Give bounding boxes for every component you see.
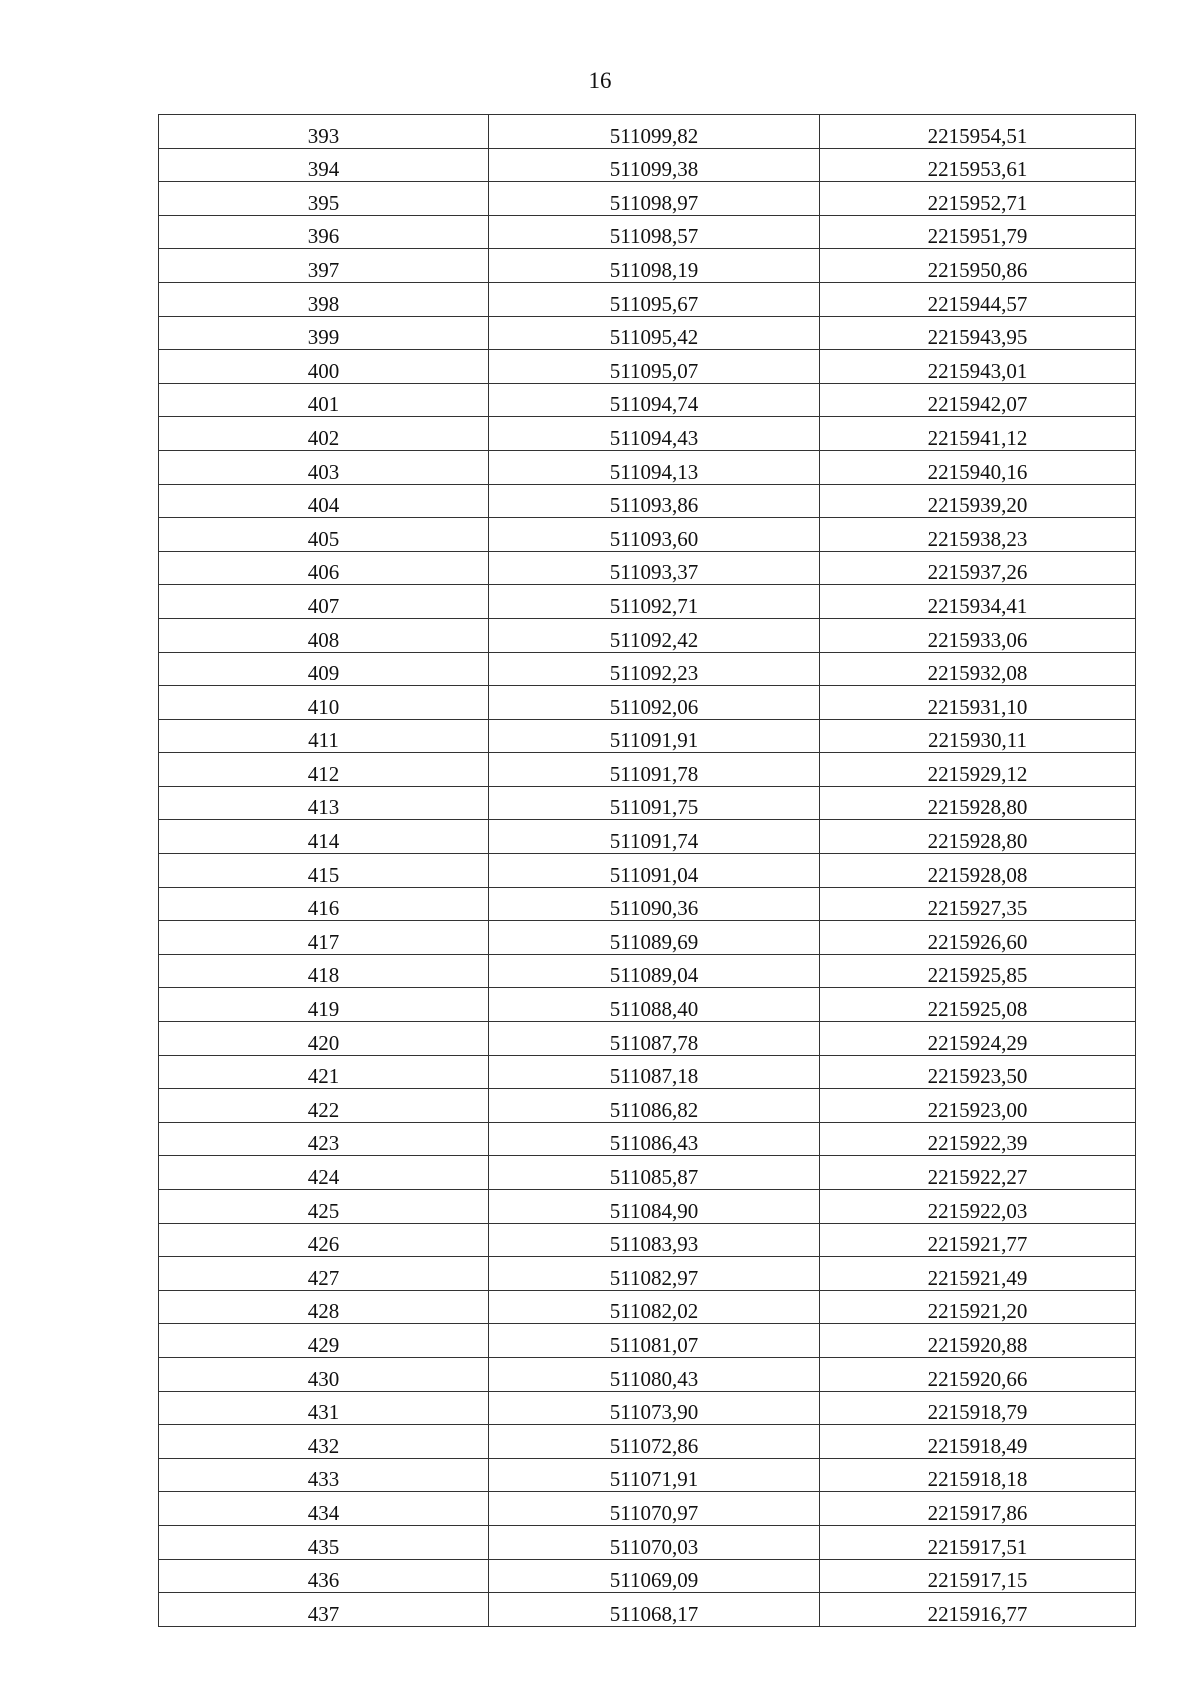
point-number-cell: 426 bbox=[159, 1223, 489, 1257]
point-number-cell: 407 bbox=[159, 585, 489, 619]
x-coordinate-cell: 511070,97 bbox=[489, 1492, 820, 1526]
table-row bbox=[159, 1458, 1136, 1492]
x-coordinate-cell: 511081,07 bbox=[489, 1324, 820, 1358]
point-number-cell: 434 bbox=[159, 1492, 489, 1526]
point-number-cell: 400 bbox=[159, 350, 489, 384]
y-coordinate-cell: 2215925,85 bbox=[820, 954, 1136, 988]
point-number-cell: 412 bbox=[159, 753, 489, 787]
y-coordinate-cell: 2215938,23 bbox=[820, 518, 1136, 552]
point-number-cell: 435 bbox=[159, 1525, 489, 1559]
x-coordinate-cell: 511069,09 bbox=[489, 1559, 820, 1593]
x-coordinate-cell: 511099,82 bbox=[489, 115, 820, 149]
y-coordinate-cell: 2215917,51 bbox=[820, 1525, 1136, 1559]
point-number-cell: 393 bbox=[159, 115, 489, 149]
x-coordinate-cell: 511091,78 bbox=[489, 753, 820, 787]
table-row bbox=[159, 1156, 1136, 1190]
y-coordinate-cell: 2215934,41 bbox=[820, 585, 1136, 619]
table-row bbox=[159, 350, 1136, 384]
point-number-cell: 437 bbox=[159, 1593, 489, 1627]
point-number-cell: 406 bbox=[159, 551, 489, 585]
table-row bbox=[159, 450, 1136, 484]
x-coordinate-cell: 511089,04 bbox=[489, 954, 820, 988]
table-row bbox=[159, 551, 1136, 585]
x-coordinate-cell: 511098,97 bbox=[489, 182, 820, 216]
point-number-cell: 421 bbox=[159, 1055, 489, 1089]
table-row bbox=[159, 753, 1136, 787]
x-coordinate-cell: 511072,86 bbox=[489, 1425, 820, 1459]
y-coordinate-cell: 2215921,49 bbox=[820, 1257, 1136, 1291]
y-coordinate-cell: 2215917,86 bbox=[820, 1492, 1136, 1526]
y-coordinate-cell: 2215930,11 bbox=[820, 719, 1136, 753]
table-row bbox=[159, 1559, 1136, 1593]
point-number-cell: 411 bbox=[159, 719, 489, 753]
y-coordinate-cell: 2215952,71 bbox=[820, 182, 1136, 216]
point-number-cell: 409 bbox=[159, 652, 489, 686]
table-row bbox=[159, 988, 1136, 1022]
x-coordinate-cell: 511071,91 bbox=[489, 1458, 820, 1492]
y-coordinate-cell: 2215931,10 bbox=[820, 686, 1136, 720]
y-coordinate-cell: 2215943,95 bbox=[820, 316, 1136, 350]
x-coordinate-cell: 511086,82 bbox=[489, 1089, 820, 1123]
point-number-cell: 419 bbox=[159, 988, 489, 1022]
y-coordinate-cell: 2215916,77 bbox=[820, 1593, 1136, 1627]
x-coordinate-cell: 511094,13 bbox=[489, 450, 820, 484]
x-coordinate-cell: 511099,38 bbox=[489, 148, 820, 182]
x-coordinate-cell: 511070,03 bbox=[489, 1525, 820, 1559]
point-number-cell: 429 bbox=[159, 1324, 489, 1358]
table-row bbox=[159, 1190, 1136, 1224]
y-coordinate-cell: 2215924,29 bbox=[820, 1022, 1136, 1056]
x-coordinate-cell: 511085,87 bbox=[489, 1156, 820, 1190]
table-row bbox=[159, 249, 1136, 283]
page-number: 16 bbox=[588, 68, 612, 93]
y-coordinate-cell: 2215953,61 bbox=[820, 148, 1136, 182]
table-row bbox=[159, 1290, 1136, 1324]
x-coordinate-cell: 511090,36 bbox=[489, 887, 820, 921]
table-row bbox=[159, 1223, 1136, 1257]
x-coordinate-cell: 511092,71 bbox=[489, 585, 820, 619]
point-number-cell: 415 bbox=[159, 854, 489, 888]
point-number-cell: 395 bbox=[159, 182, 489, 216]
y-coordinate-cell: 2215950,86 bbox=[820, 249, 1136, 283]
x-coordinate-cell: 511088,40 bbox=[489, 988, 820, 1022]
y-coordinate-cell: 2215941,12 bbox=[820, 417, 1136, 451]
point-number-cell: 422 bbox=[159, 1089, 489, 1123]
point-number-cell: 399 bbox=[159, 316, 489, 350]
table-row bbox=[159, 1257, 1136, 1291]
x-coordinate-cell: 511098,57 bbox=[489, 215, 820, 249]
table-row bbox=[159, 1492, 1136, 1526]
table-row bbox=[159, 854, 1136, 888]
y-coordinate-cell: 2215920,88 bbox=[820, 1324, 1136, 1358]
y-coordinate-cell: 2215928,08 bbox=[820, 854, 1136, 888]
x-coordinate-cell: 511089,69 bbox=[489, 921, 820, 955]
y-coordinate-cell: 2215923,00 bbox=[820, 1089, 1136, 1123]
x-coordinate-cell: 511094,74 bbox=[489, 383, 820, 417]
y-coordinate-cell: 2215939,20 bbox=[820, 484, 1136, 518]
x-coordinate-cell: 511092,06 bbox=[489, 686, 820, 720]
table-row bbox=[159, 1122, 1136, 1156]
x-coordinate-cell: 511095,07 bbox=[489, 350, 820, 384]
x-coordinate-cell: 511094,43 bbox=[489, 417, 820, 451]
x-coordinate-cell: 511083,93 bbox=[489, 1223, 820, 1257]
point-number-cell: 418 bbox=[159, 954, 489, 988]
y-coordinate-cell: 2215918,18 bbox=[820, 1458, 1136, 1492]
point-number-cell: 431 bbox=[159, 1391, 489, 1425]
table-row bbox=[159, 719, 1136, 753]
point-number-cell: 423 bbox=[159, 1122, 489, 1156]
y-coordinate-cell: 2215944,57 bbox=[820, 282, 1136, 316]
point-number-cell: 398 bbox=[159, 282, 489, 316]
table-row bbox=[159, 182, 1136, 216]
y-coordinate-cell: 2215918,49 bbox=[820, 1425, 1136, 1459]
y-coordinate-cell: 2215921,77 bbox=[820, 1223, 1136, 1257]
x-coordinate-cell: 511082,97 bbox=[489, 1257, 820, 1291]
y-coordinate-cell: 2215922,27 bbox=[820, 1156, 1136, 1190]
point-number-cell: 433 bbox=[159, 1458, 489, 1492]
x-coordinate-cell: 511084,90 bbox=[489, 1190, 820, 1224]
y-coordinate-cell: 2215933,06 bbox=[820, 618, 1136, 652]
point-number-cell: 408 bbox=[159, 618, 489, 652]
x-coordinate-cell: 511091,04 bbox=[489, 854, 820, 888]
table-row bbox=[159, 618, 1136, 652]
point-number-cell: 413 bbox=[159, 786, 489, 820]
y-coordinate-cell: 2215954,51 bbox=[820, 115, 1136, 149]
x-coordinate-cell: 511091,74 bbox=[489, 820, 820, 854]
y-coordinate-cell: 2215932,08 bbox=[820, 652, 1136, 686]
x-coordinate-cell: 511091,75 bbox=[489, 786, 820, 820]
table-row bbox=[159, 282, 1136, 316]
y-coordinate-cell: 2215929,12 bbox=[820, 753, 1136, 787]
x-coordinate-cell: 511098,19 bbox=[489, 249, 820, 283]
y-coordinate-cell: 2215928,80 bbox=[820, 786, 1136, 820]
y-coordinate-cell: 2215937,26 bbox=[820, 551, 1136, 585]
x-coordinate-cell: 511093,86 bbox=[489, 484, 820, 518]
x-coordinate-cell: 511091,91 bbox=[489, 719, 820, 753]
x-coordinate-cell: 511082,02 bbox=[489, 1290, 820, 1324]
coordinates-table bbox=[158, 114, 1136, 1627]
y-coordinate-cell: 2215923,50 bbox=[820, 1055, 1136, 1089]
point-number-cell: 404 bbox=[159, 484, 489, 518]
table-row bbox=[159, 1525, 1136, 1559]
x-coordinate-cell: 511092,23 bbox=[489, 652, 820, 686]
y-coordinate-cell: 2215920,66 bbox=[820, 1357, 1136, 1391]
table-row bbox=[159, 383, 1136, 417]
point-number-cell: 416 bbox=[159, 887, 489, 921]
table-row bbox=[159, 887, 1136, 921]
table-row bbox=[159, 921, 1136, 955]
y-coordinate-cell: 2215918,79 bbox=[820, 1391, 1136, 1425]
table-row bbox=[159, 215, 1136, 249]
y-coordinate-cell: 2215928,80 bbox=[820, 820, 1136, 854]
table-row bbox=[159, 1022, 1136, 1056]
table-row bbox=[159, 1425, 1136, 1459]
y-coordinate-cell: 2215925,08 bbox=[820, 988, 1136, 1022]
point-number-cell: 425 bbox=[159, 1190, 489, 1224]
point-number-cell: 414 bbox=[159, 820, 489, 854]
point-number-cell: 405 bbox=[159, 518, 489, 552]
table-row bbox=[159, 417, 1136, 451]
table-row bbox=[159, 518, 1136, 552]
point-number-cell: 402 bbox=[159, 417, 489, 451]
point-number-cell: 396 bbox=[159, 215, 489, 249]
point-number-cell: 430 bbox=[159, 1357, 489, 1391]
table-row bbox=[159, 686, 1136, 720]
x-coordinate-cell: 511073,90 bbox=[489, 1391, 820, 1425]
coordinates-table-body bbox=[159, 115, 1136, 1627]
x-coordinate-cell: 511087,78 bbox=[489, 1022, 820, 1056]
x-coordinate-cell: 511095,42 bbox=[489, 316, 820, 350]
y-coordinate-cell: 2215951,79 bbox=[820, 215, 1136, 249]
table-row bbox=[159, 484, 1136, 518]
y-coordinate-cell: 2215942,07 bbox=[820, 383, 1136, 417]
table-row bbox=[159, 1324, 1136, 1358]
x-coordinate-cell: 511087,18 bbox=[489, 1055, 820, 1089]
x-coordinate-cell: 511086,43 bbox=[489, 1122, 820, 1156]
point-number-cell: 397 bbox=[159, 249, 489, 283]
table-row bbox=[159, 1089, 1136, 1123]
table-row bbox=[159, 585, 1136, 619]
y-coordinate-cell: 2215940,16 bbox=[820, 450, 1136, 484]
table-row bbox=[159, 652, 1136, 686]
y-coordinate-cell: 2215922,03 bbox=[820, 1190, 1136, 1224]
table-row bbox=[159, 786, 1136, 820]
point-number-cell: 424 bbox=[159, 1156, 489, 1190]
x-coordinate-cell: 511092,42 bbox=[489, 618, 820, 652]
point-number-cell: 417 bbox=[159, 921, 489, 955]
x-coordinate-cell: 511093,37 bbox=[489, 551, 820, 585]
point-number-cell: 436 bbox=[159, 1559, 489, 1593]
x-coordinate-cell: 511068,17 bbox=[489, 1593, 820, 1627]
x-coordinate-cell: 511093,60 bbox=[489, 518, 820, 552]
y-coordinate-cell: 2215926,60 bbox=[820, 921, 1136, 955]
table-row bbox=[159, 1391, 1136, 1425]
y-coordinate-cell: 2215921,20 bbox=[820, 1290, 1136, 1324]
x-coordinate-cell: 511095,67 bbox=[489, 282, 820, 316]
table-row bbox=[159, 1593, 1136, 1627]
table-row bbox=[159, 1055, 1136, 1089]
point-number-cell: 394 bbox=[159, 148, 489, 182]
table-row bbox=[159, 1357, 1136, 1391]
table-row bbox=[159, 316, 1136, 350]
point-number-cell: 428 bbox=[159, 1290, 489, 1324]
y-coordinate-cell: 2215922,39 bbox=[820, 1122, 1136, 1156]
y-coordinate-cell: 2215943,01 bbox=[820, 350, 1136, 384]
y-coordinate-cell: 2215927,35 bbox=[820, 887, 1136, 921]
table-row bbox=[159, 148, 1136, 182]
table-row bbox=[159, 820, 1136, 854]
table-row bbox=[159, 115, 1136, 149]
point-number-cell: 410 bbox=[159, 686, 489, 720]
point-number-cell: 420 bbox=[159, 1022, 489, 1056]
point-number-cell: 401 bbox=[159, 383, 489, 417]
x-coordinate-cell: 511080,43 bbox=[489, 1357, 820, 1391]
point-number-cell: 403 bbox=[159, 450, 489, 484]
y-coordinate-cell: 2215917,15 bbox=[820, 1559, 1136, 1593]
point-number-cell: 427 bbox=[159, 1257, 489, 1291]
table-row bbox=[159, 954, 1136, 988]
point-number-cell: 432 bbox=[159, 1425, 489, 1459]
